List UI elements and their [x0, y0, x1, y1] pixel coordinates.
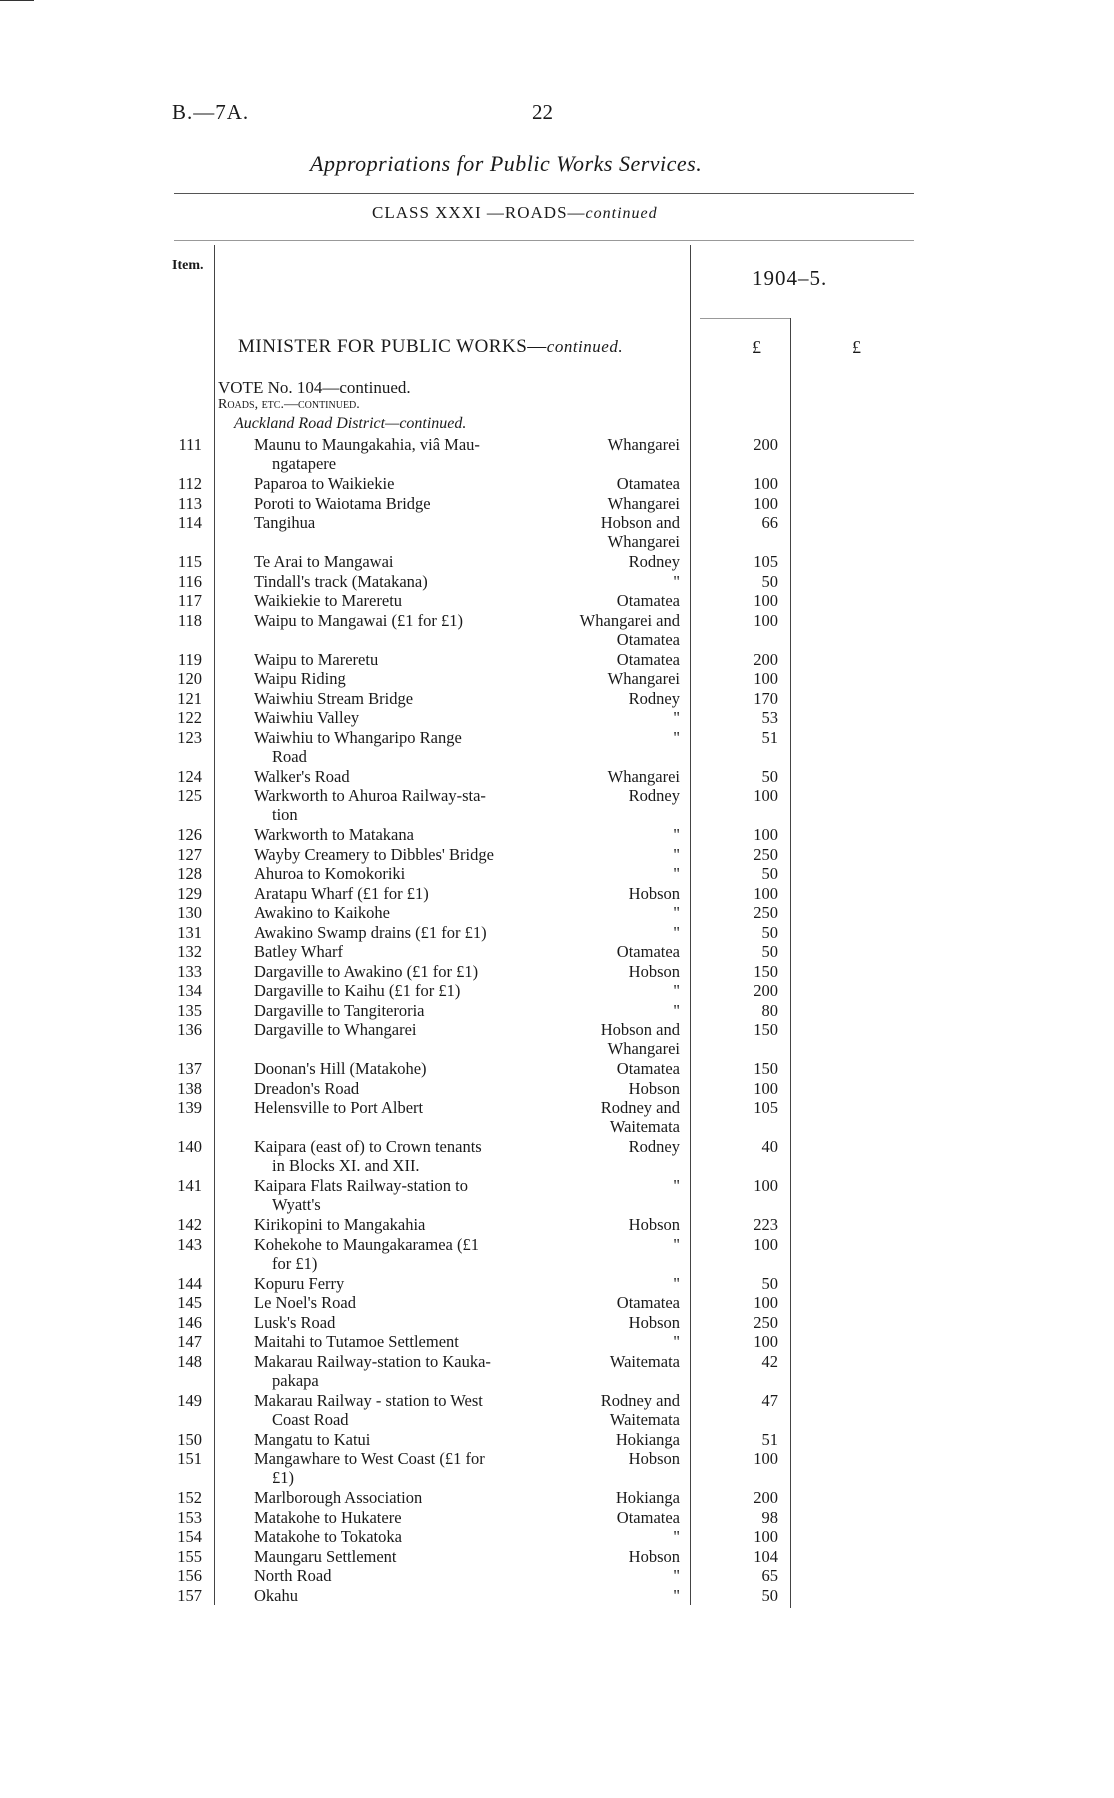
electoral-district: " — [673, 708, 680, 727]
table-row — [0, 1488, 1114, 1507]
table-row — [0, 864, 1114, 883]
amount-1904-5: 100 — [753, 1234, 778, 1254]
item-description: Makarau Railway - station to West — [254, 1390, 483, 1410]
electoral-district: Waitemata — [609, 1351, 680, 1371]
item-description: Kaipara Flats Railway-station to — [254, 1176, 468, 1195]
item-number: 117 — [177, 591, 202, 610]
electoral-district: Hobson — [628, 883, 680, 903]
electoral-district-continued: Whangarei — [607, 532, 680, 551]
item-description: Kopuru Ferry — [254, 1273, 345, 1293]
header-rule — [174, 240, 914, 241]
item-number: 121 — [177, 688, 202, 708]
table-row — [0, 708, 1114, 727]
amount-1904-5: 100 — [753, 493, 778, 513]
item-description: Te Arai to Mangawai — [254, 552, 394, 571]
amount-1904-5: 100 — [753, 1293, 778, 1312]
title-rule — [174, 193, 914, 194]
amount-1904-5: 150 — [753, 1059, 778, 1078]
amount-1904-5: 200 — [753, 1488, 778, 1507]
amount-1904-5: 250 — [753, 844, 778, 864]
item-number: 126 — [177, 825, 202, 844]
item-description: Aratapu Wharf (£1 for £1) — [254, 883, 429, 903]
electoral-district: Rodney — [628, 688, 680, 708]
item-description: Doonan's Hill (Matakohe) — [254, 1059, 427, 1078]
electoral-district: Hobson — [628, 1449, 680, 1468]
table-row — [0, 1527, 1114, 1546]
electoral-district: " — [673, 1234, 680, 1254]
item-description: Okahu — [254, 1585, 298, 1605]
amount-1904-5: 98 — [761, 1507, 778, 1527]
table-row — [0, 1566, 1114, 1585]
electoral-district: Hobson — [628, 1546, 680, 1566]
page-reference: B.—7A. — [172, 100, 250, 124]
item-description: Awakino Swamp drains (£1 for £1) — [254, 922, 487, 942]
item-description-continued: Road — [272, 746, 307, 766]
item-number: 147 — [177, 1332, 202, 1351]
minister-heading-text: MINISTER FOR PUBLIC WORKS— — [238, 336, 547, 357]
item-description: Maitahi to Tutamoe Settlement — [254, 1332, 459, 1351]
amount-1904-5: 51 — [761, 727, 778, 747]
minister-heading — [238, 336, 623, 358]
electoral-district: Hokianga — [615, 1429, 680, 1449]
electoral-district: Otamatea — [616, 1507, 680, 1527]
electoral-district-continued: Waitemata — [609, 1117, 680, 1136]
table-row — [0, 1332, 1114, 1351]
item-description: Dreadon's Road — [254, 1078, 360, 1098]
item-description: Makarau Railway-station to Kauka- — [254, 1351, 491, 1371]
item-number: 111 — [178, 435, 202, 454]
electoral-district: " — [673, 1527, 680, 1546]
table-row — [0, 1137, 1114, 1175]
amount-1904-5: 50 — [761, 571, 778, 591]
amount-1904-5: 100 — [753, 825, 778, 844]
table-row — [0, 591, 1114, 610]
amount-1904-5: 100 — [753, 1176, 778, 1195]
amount-1904-5: 66 — [761, 513, 778, 532]
item-number: 120 — [177, 669, 202, 688]
electoral-district: " — [673, 825, 680, 844]
electoral-district: " — [673, 1176, 680, 1195]
item-number: 142 — [177, 1215, 202, 1234]
electoral-district: Hobson and — [600, 513, 680, 532]
roads-subheading: Roads, etc.—continued. — [218, 397, 360, 412]
amount-1904-5: 200 — [753, 435, 778, 454]
electoral-district: Hobson — [628, 1312, 680, 1332]
item-description: Helensville to Port Albert — [254, 1098, 424, 1117]
electoral-district-continued: Otamatea — [616, 629, 680, 649]
item-description: Dargaville to Tangiteroria — [254, 1000, 425, 1020]
item-number: 151 — [177, 1449, 202, 1468]
electoral-district: Hobson — [628, 1078, 680, 1098]
page-number: 22 — [532, 100, 553, 124]
item-number: 140 — [177, 1137, 202, 1156]
table-row — [0, 981, 1114, 1000]
table-row — [0, 1001, 1114, 1020]
electoral-district: " — [673, 1332, 680, 1351]
electoral-district: Whangarei and — [579, 610, 680, 630]
item-number: 128 — [177, 864, 202, 883]
item-description: Maungaru Settlement — [254, 1546, 397, 1566]
amount-1904-5: 100 — [753, 1449, 778, 1468]
item-number: 118 — [177, 610, 202, 630]
amount-1904-5: 50 — [761, 942, 778, 961]
pound-symbol-2: £ — [852, 337, 861, 357]
electoral-district: " — [673, 903, 680, 922]
electoral-district: " — [673, 1000, 680, 1020]
amount-1904-5: 100 — [753, 474, 778, 493]
electoral-district: " — [673, 864, 680, 883]
class-heading — [372, 203, 658, 223]
item-description-continued: pakapa — [272, 1370, 319, 1390]
item-description: Wayby Creamery to Dibbles' Bridge — [254, 844, 494, 864]
pound-symbol-1: £ — [752, 337, 761, 357]
table-row — [0, 962, 1114, 981]
table-row — [0, 903, 1114, 922]
item-number: 112 — [177, 474, 202, 493]
item-number: 123 — [177, 727, 202, 747]
table-row — [0, 1215, 1114, 1234]
item-description: Dargaville to Whangarei — [254, 1020, 417, 1039]
item-number: 152 — [177, 1488, 202, 1507]
item-description-continued: tion — [272, 805, 298, 824]
item-description: Mangatu to Katui — [254, 1429, 371, 1449]
amount-1904-5: 200 — [753, 981, 778, 1000]
item-number: 131 — [177, 922, 202, 942]
electoral-district: Otamatea — [616, 649, 680, 669]
item-description: Warkworth to Matakana — [254, 825, 414, 844]
electoral-district: " — [673, 727, 680, 747]
electoral-district: Rodney and — [600, 1098, 680, 1117]
item-description: Kirikopini to Mangakahia — [254, 1215, 426, 1234]
electoral-district-continued: Whangarei — [607, 1039, 680, 1058]
electoral-district: Otamatea — [616, 591, 680, 610]
electoral-district: Otamatea — [616, 1293, 680, 1312]
item-number: 138 — [177, 1078, 202, 1098]
class-heading-continued: continued — [585, 205, 658, 222]
item-number: 115 — [177, 552, 202, 571]
amount-1904-5: 200 — [753, 649, 778, 669]
item-number: 143 — [177, 1234, 202, 1254]
amount-1904-5: 50 — [761, 922, 778, 942]
amount-1904-5: 100 — [753, 669, 778, 688]
electoral-district: Otamatea — [616, 474, 680, 493]
item-number: 157 — [177, 1585, 202, 1605]
electoral-district: " — [673, 1273, 680, 1293]
item-description: Poroti to Waiotama Bridge — [254, 493, 431, 513]
item-description: Waipu to Mareretu — [254, 649, 379, 669]
amount-1904-5: 250 — [753, 1312, 778, 1332]
item-number: 125 — [177, 786, 202, 805]
item-description: Waikiekie to Mareretu — [254, 591, 403, 610]
item-number: 144 — [177, 1273, 202, 1293]
table-row — [0, 727, 1114, 766]
item-description-continued: £1) — [272, 1468, 294, 1487]
table-row — [0, 572, 1114, 591]
item-number: 124 — [177, 766, 202, 786]
amount-1904-5: 100 — [753, 610, 778, 630]
item-number: 139 — [177, 1098, 202, 1117]
amount-1904-5: 250 — [753, 903, 778, 922]
amount-1904-5: 100 — [753, 786, 778, 805]
table-row — [0, 767, 1114, 786]
item-number: 137 — [177, 1059, 202, 1078]
item-number: 122 — [177, 708, 202, 727]
electoral-district: Hobson — [628, 1215, 680, 1234]
table-row — [0, 1390, 1114, 1429]
amount-1904-5: 80 — [761, 1000, 778, 1020]
item-description: Kaipara (east of) to Crown tenants — [254, 1137, 482, 1156]
item-description: Le Noel's Road — [254, 1293, 356, 1312]
amount-1904-5: 47 — [761, 1390, 778, 1410]
table-row — [0, 1274, 1114, 1293]
item-description: Walker's Road — [254, 766, 350, 786]
item-description: Matakohe to Hukatere — [254, 1507, 402, 1527]
table-row — [0, 923, 1114, 942]
item-description: Lusk's Road — [254, 1312, 336, 1332]
amount-1904-5: 100 — [753, 883, 778, 903]
item-description-continued: ngatapere — [272, 454, 337, 473]
item-number: 148 — [177, 1351, 202, 1371]
amount-1904-5: 150 — [753, 961, 778, 981]
table-row — [0, 786, 1114, 824]
table-row — [0, 669, 1114, 688]
table-row — [0, 1293, 1114, 1312]
electoral-district: Hobson and — [600, 1020, 680, 1039]
amount-1904-5: 170 — [753, 688, 778, 708]
amount-1904-5: 100 — [753, 1527, 778, 1546]
item-description: Awakino to Kaikohe — [254, 903, 390, 922]
table-row — [0, 1547, 1114, 1566]
electoral-district: " — [673, 981, 680, 1000]
amount-1904-5: 50 — [761, 864, 778, 883]
item-description: Waipu Riding — [254, 669, 346, 688]
item-description: Marlborough Association — [254, 1488, 423, 1507]
item-description: Batley Wharf — [254, 942, 344, 961]
electoral-district: Whangarei — [607, 435, 680, 454]
table-row — [0, 650, 1114, 669]
table-row — [0, 845, 1114, 864]
item-number: 113 — [177, 493, 202, 513]
amount-1904-5: 51 — [761, 1429, 778, 1449]
item-number: 119 — [177, 649, 202, 669]
item-number: 153 — [177, 1507, 202, 1527]
item-number: 116 — [177, 571, 202, 591]
year-column-header: 1904–5. — [752, 266, 828, 290]
item-number: 114 — [177, 513, 202, 532]
table-row — [0, 474, 1114, 493]
item-description: Matakohe to Tokatoka — [254, 1527, 402, 1546]
table-row — [0, 689, 1114, 708]
item-description-continued: Coast Road — [272, 1409, 349, 1429]
electoral-district: Rodney — [628, 552, 680, 571]
table-row — [0, 494, 1114, 513]
item-number: 130 — [177, 903, 202, 922]
electoral-district: Rodney — [628, 786, 680, 805]
item-column-header: Item. — [172, 258, 204, 273]
table-row — [0, 942, 1114, 961]
item-description: Ahuroa to Komokoriki — [254, 864, 406, 883]
item-description: Waiwhiu Valley — [254, 708, 360, 727]
amount-1904-5: 50 — [761, 766, 778, 786]
electoral-district: Whangarei — [607, 766, 680, 786]
item-number: 135 — [177, 1000, 202, 1020]
electoral-district: Rodney and — [600, 1390, 680, 1410]
item-number: 133 — [177, 961, 202, 981]
item-description: Dargaville to Awakino (£1 for £1) — [254, 961, 479, 981]
item-description: Dargaville to Kaihu (£1 for £1) — [254, 981, 461, 1000]
item-description: Warkworth to Ahuroa Railway-sta- — [254, 786, 486, 805]
table-row — [0, 552, 1114, 571]
amount-1904-5: 42 — [761, 1351, 778, 1371]
item-number: 141 — [177, 1176, 202, 1195]
item-number: 145 — [177, 1293, 202, 1312]
item-description-continued: for £1) — [272, 1253, 318, 1273]
table-row — [0, 884, 1114, 903]
class-heading-text: CLASS XXXI —ROADS— — [372, 203, 586, 222]
item-number: 154 — [177, 1527, 202, 1546]
electoral-district: Otamatea — [616, 1059, 680, 1078]
electoral-district: " — [673, 1585, 680, 1605]
item-description: North Road — [254, 1566, 332, 1585]
minister-heading-continued: continued. — [546, 337, 624, 356]
item-number: 136 — [177, 1020, 202, 1039]
amount-1904-5: 105 — [753, 1098, 778, 1117]
electoral-district: " — [673, 1566, 680, 1585]
year-rule — [700, 318, 790, 319]
electoral-district: " — [673, 571, 680, 591]
item-description: Tangihua — [254, 513, 316, 532]
table-row — [0, 1098, 1114, 1136]
item-number: 132 — [177, 942, 202, 961]
table-row — [0, 435, 1114, 473]
vote-heading: VOTE No. 104—continued. — [218, 378, 411, 397]
table-row — [0, 610, 1114, 649]
item-description: Waiwhiu to Whangaripo Range — [254, 727, 462, 747]
table-row — [0, 1079, 1114, 1098]
item-description: Mangawhare to West Coast (£1 for — [254, 1449, 485, 1468]
page-title: Appropriations for Public Works Services. — [310, 151, 703, 176]
amount-1904-5: 150 — [753, 1020, 778, 1039]
item-description: Kohekohe to Maungakaramea (£1 — [254, 1234, 479, 1254]
item-number: 156 — [177, 1566, 202, 1585]
table-row — [0, 825, 1114, 844]
table-row — [0, 1313, 1114, 1332]
table-row — [0, 1059, 1114, 1078]
table-row — [0, 1430, 1114, 1449]
item-number: 127 — [177, 844, 202, 864]
amount-1904-5: 40 — [761, 1137, 778, 1156]
table-row — [0, 1449, 1114, 1487]
amount-1904-5: 100 — [753, 591, 778, 610]
item-number: 150 — [177, 1429, 202, 1449]
electoral-district: Otamatea — [616, 942, 680, 961]
amount-1904-5: 53 — [761, 708, 778, 727]
amount-1904-5: 104 — [753, 1546, 778, 1566]
electoral-district: " — [673, 844, 680, 864]
table-row — [0, 1176, 1114, 1214]
item-header-underline — [0, 0, 34, 1]
item-description: Tindall's track (Matakana) — [254, 571, 428, 591]
amount-1904-5: 100 — [753, 1078, 778, 1098]
item-description: Paparoa to Waikiekie — [254, 474, 395, 493]
amount-1904-5: 50 — [761, 1585, 778, 1605]
electoral-district: Hobson — [628, 961, 680, 981]
item-number: 155 — [177, 1546, 202, 1566]
item-number: 149 — [177, 1390, 202, 1410]
item-number: 134 — [177, 981, 202, 1000]
item-description: Waiwhiu Stream Bridge — [254, 688, 414, 708]
electoral-district: Hokianga — [615, 1488, 680, 1507]
amount-1904-5: 65 — [761, 1566, 778, 1585]
district-subheading: Auckland Road District—continued. — [234, 415, 467, 432]
electoral-district: Rodney — [628, 1137, 680, 1156]
electoral-district-continued: Waitemata — [609, 1409, 680, 1429]
table-row — [0, 1508, 1114, 1527]
electoral-district: Whangarei — [607, 493, 680, 513]
item-description-continued: in Blocks XI. and XII. — [272, 1156, 420, 1175]
item-number: 129 — [177, 883, 202, 903]
table-row — [0, 1586, 1114, 1605]
item-description-continued: Wyatt's — [272, 1195, 321, 1214]
amount-1904-5: 50 — [761, 1273, 778, 1293]
amount-1904-5: 105 — [753, 552, 778, 571]
electoral-district: " — [673, 922, 680, 942]
item-description: Waipu to Mangawai (£1 for £1) — [254, 610, 463, 630]
amount-1904-5: 100 — [753, 1332, 778, 1351]
item-number: 146 — [177, 1312, 202, 1332]
amount-1904-5: 223 — [753, 1215, 778, 1234]
table-row — [0, 513, 1114, 551]
table-row — [0, 1351, 1114, 1390]
table-row — [0, 1234, 1114, 1273]
item-description: Maunu to Maungakahia, viâ Mau- — [254, 435, 480, 454]
electoral-district: Whangarei — [607, 669, 680, 688]
table-row — [0, 1020, 1114, 1058]
